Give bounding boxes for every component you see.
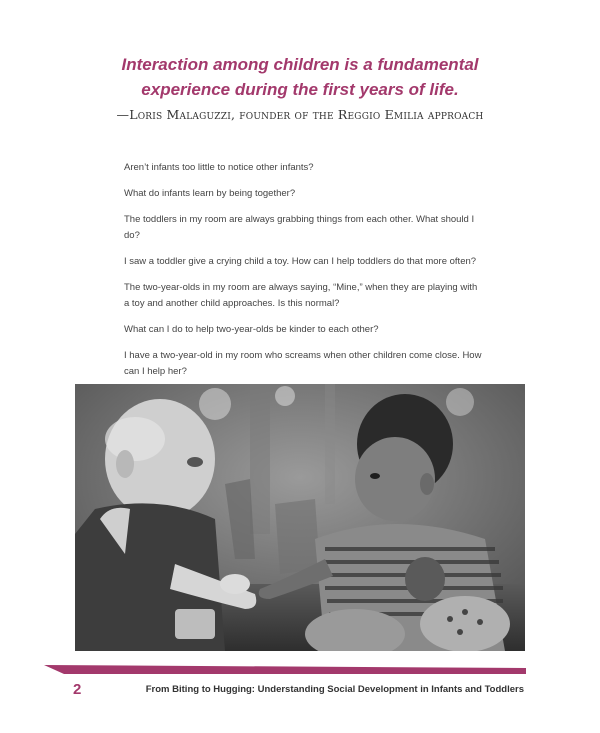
question-item: The two-year-olds in my room are always saying, “Mine,” when they are playing with a toy and another child approaches. Is this normal? (124, 282, 478, 309)
pull-quote (0, 52, 600, 102)
running-footer-title: From Biting to Hugging: Understanding Social Development in Infants and Toddlers (145, 684, 524, 695)
photo-illustration (75, 384, 525, 651)
page-number: 2 (73, 681, 82, 698)
question-item: I saw a toddler give a crying child a toy. How can I help toddlers do that more often? (124, 256, 477, 267)
quote-line-2: experience during the first years of life. (141, 80, 459, 99)
question-list (124, 160, 484, 390)
question-item: Aren’t infants too little to notice other infants? (124, 162, 314, 173)
footer-accent-bar (44, 665, 526, 674)
question-item: What do infants learn by being together? (124, 188, 296, 199)
quote-attribution: —Loris Malaguzzi, founder of the Reggio Emilia approach (116, 107, 484, 122)
question-item: What can I do to help two-year-olds be kinder to each other? (124, 324, 379, 335)
question-item: The toddlers in my room are always grabbing things from each other. What should I do? (124, 214, 475, 241)
photo-two-toddlers (75, 384, 525, 651)
quote-line-1: Interaction among children is a fundamental (121, 55, 479, 74)
question-item: I have a two-year-old in my room who screams when other children come close. How can I help her? (124, 350, 482, 377)
